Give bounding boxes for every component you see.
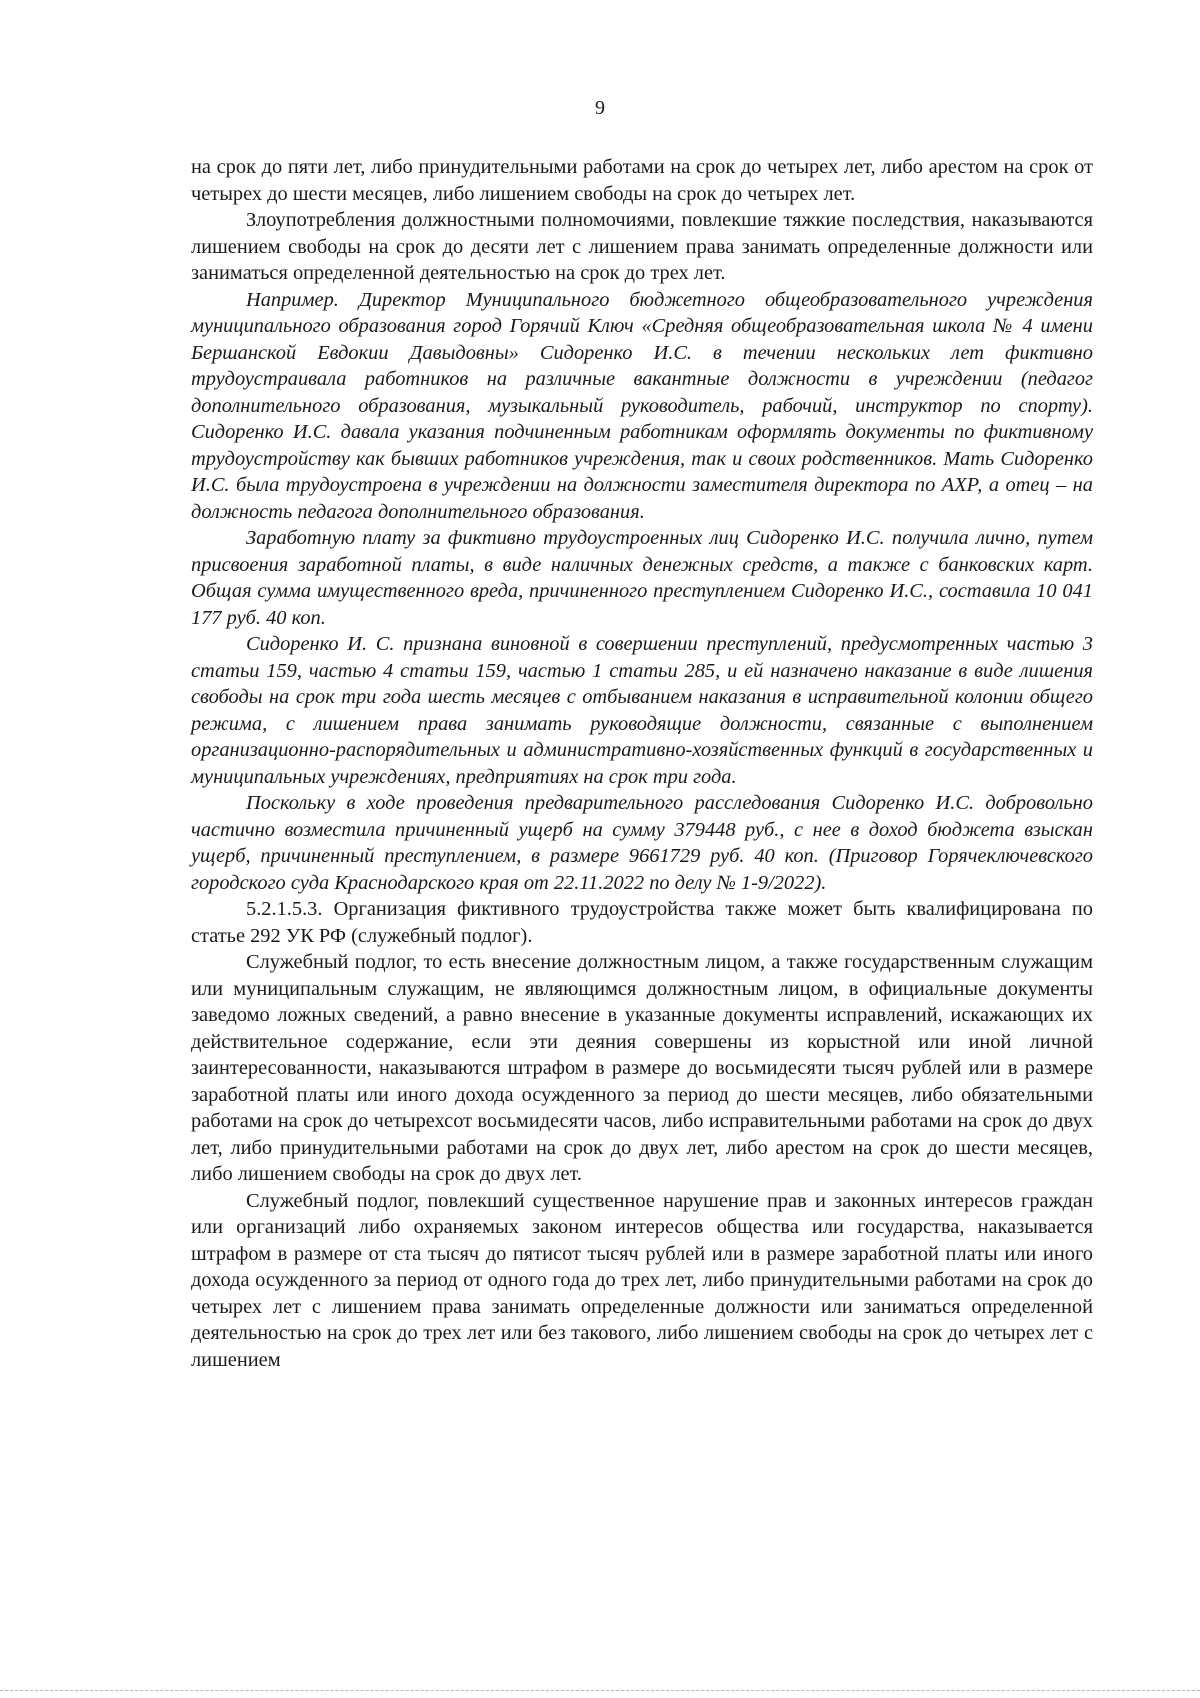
- page-number: 9: [595, 97, 605, 119]
- paragraph-example-salary: Заработную плату за фиктивно трудоустроенных лиц Сидоренко И.С. получила лично, путем присвоения заработной платы, в виде наличных денежных средств, а также с банковских карт. Общая сумма имущественного вреда, причиненного преступлением Сидоренко И.С., составила 10 041 177 руб. 40 коп.: [191, 527, 1093, 629]
- paragraph-official-forgery-aggravated: Служебный подлог, повлекший существенное нарушение прав и законных интересов граждан или организаций либо охраняемых законом интересов общества или государства, наказывается штрафом в размере от ста тысяч до пятисот тысяч рублей или в размере заработной платы или иного дохода осужденного за период от одного года до трех лет, либо принудительными работами на срок до четырех лет с лишением права занимать определенные должности или заниматься определенной деятельностью на срок до трех лет или без такового, либо лишением свободы на срок до четырех лет с лишением: [191, 1189, 1093, 1371]
- paragraph-example-verdict: Сидоренко И. С. признана виновной в совершении преступлений, предусмотренных частью 3 статьи 159, частью 4 статьи 159, частью 1 статьи 285, и ей назначено наказание в виде лишения свободы на срок три года шесть месяцев с отбыванием наказания в исправительной колонии общего режима, с лишением права занимать руководящие должности, связанные с выполнением организационно-распорядительных и административно-хозяйственных функций в государственных и муниципальных учреждениях, предприятиях на срок три года.: [191, 633, 1093, 788]
- paragraph-section-5-2-1-5-3: 5.2.1.5.3. Организация фиктивного трудоустройства также может быть квалифицирована по статье 292 УК РФ (служебный подлог).: [191, 898, 1093, 947]
- paragraph-example-damages: Поскольку в ходе проведения предварительного расследования Сидоренко И.С. добровольно частично возместила причиненный ущерб на сумму 379448 руб., с нее в доход бюджета взыскан ущерб, причиненный преступлением, в размере 9661729 руб. 40 коп. (Приговор Горячеключевского городского суда Краснодарского края от 22.11.2022 по делу № 1-9/2022).: [191, 792, 1093, 894]
- scan-bottom-edge: [0, 1690, 1200, 1691]
- paragraph-official-forgery: Служебный подлог, то есть внесение должностным лицом, а также государственным служащим или муниципальным служащим, не являющимся должностным лицом, в официальные документы заведомо ложных сведений, а равно внесение в указанные документы исправлений, искажающих их действительное содержание, если эти деяния совершены из корыстной или иной личной заинтересованности, наказываются штрафом в размере до восьмидесяти тысяч рублей или в размере заработной платы или иного дохода осужденного за период до шести месяцев, либо обязательными работами на срок до четырехсот восьмидесяти часов, либо исправительными работами на срок до двух лет, либо принудительными работами на срок до двух лет, либо арестом на срок до шести месяцев, либо лишением свободы на срок до двух лет.: [191, 951, 1093, 1185]
- paragraph-continuation: на срок до пяти лет, либо принудительными работами на срок до четырех лет, либо арестом на срок от четырех до шести месяцев, либо лишением свободы на срок до четырех лет.: [191, 156, 1093, 205]
- paragraph-example-case: Например. Директор Муниципального бюджетного общеобразовательного учреждения муниципального образования город Горячий Ключ «Средняя общеобразовательная школа № 4 имени Бершанской Евдокии Давыдовны» Сидоренко И.С. в течении нескольких лет фиктивно трудоустраивала работников на различные вакантные должности в учреждении (педагог дополнительного образования, музыкальный руководитель, рабочий, инструктор по спорту). Сидоренко И.С. давала указания подчиненным работникам оформлять документы по фиктивному трудоустройству как бывших работников учреждения, так и своих родственников. Мать Сидоренко И.С. была трудоустроена в учреждении на должности заместителя директора по АХР, а отец – на должность педагога дополнительного образования.: [191, 288, 1093, 523]
- paragraph-abuse-of-authority: Злоупотребления должностными полномочиями, повлекшие тяжкие последствия, наказываются лишением свободы на срок до десяти лет с лишением права занимать определенные должности или заниматься определенной деятельностью на срок до трех лет.: [191, 209, 1093, 284]
- document-body: [191, 154, 1093, 1373]
